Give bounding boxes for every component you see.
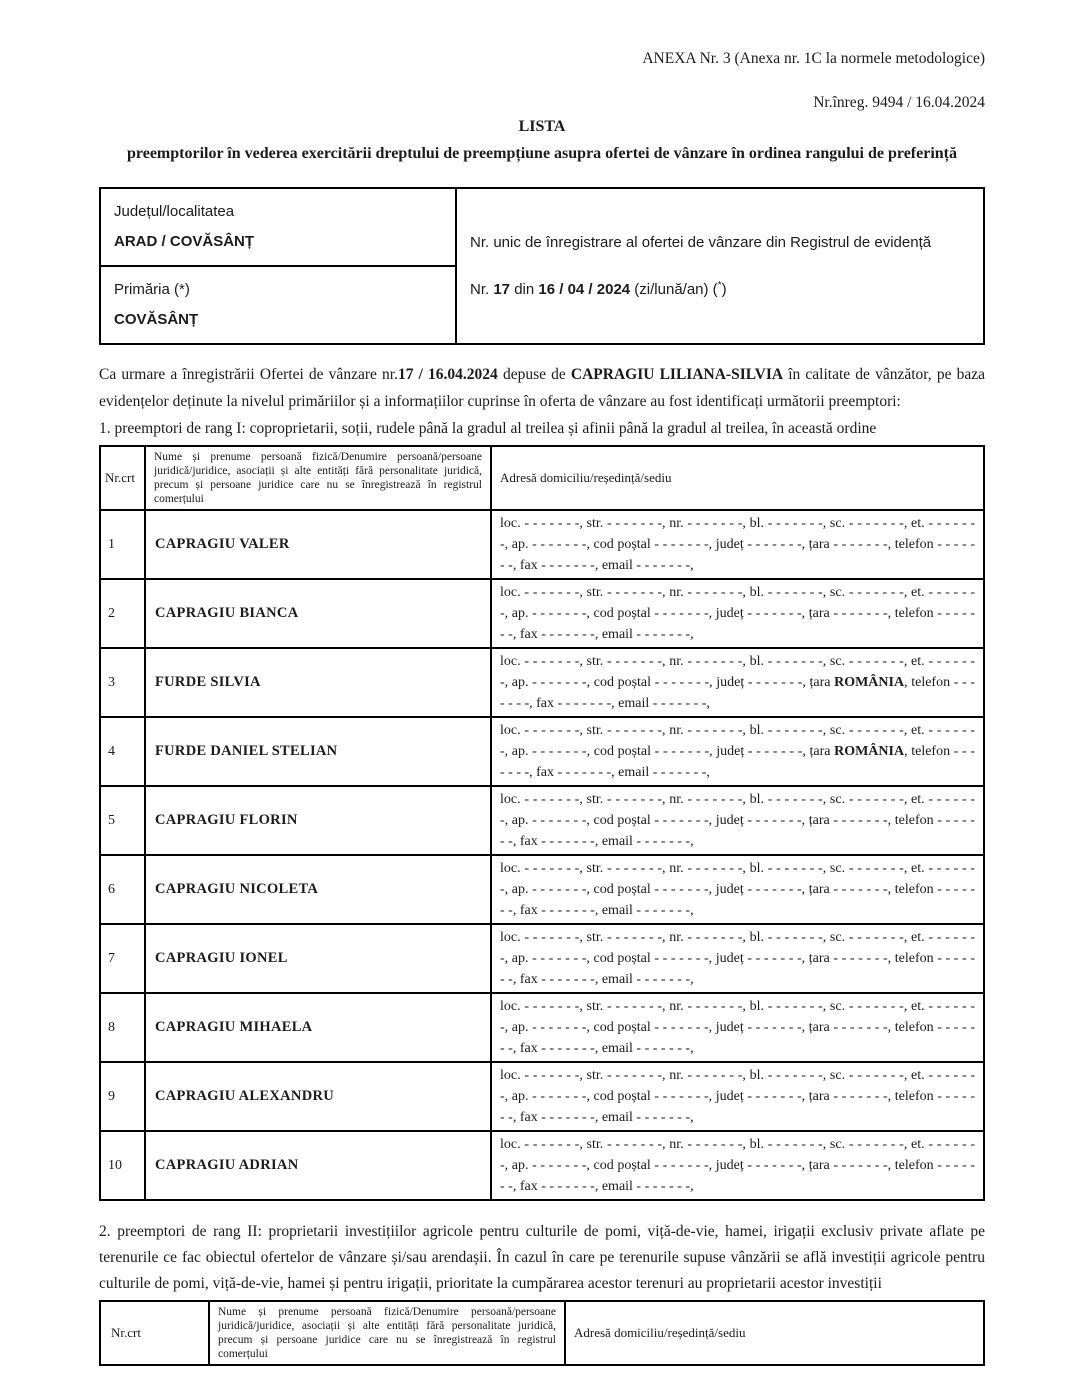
- preemptor-name: CAPRAGIU NICOLETA: [145, 855, 491, 924]
- info-table: [99, 187, 985, 345]
- preemptor-name: CAPRAGIU MIHAELA: [145, 993, 491, 1062]
- table-header-row: [100, 1301, 984, 1365]
- preemptor-address: loc. - - - - - - -, str. - - - - - - -, nr. - - - - - - -, bl. - - - - - - -, sc. - - - - - - -, et. - - - - - - -, ap. - - - - - - -, cod poștal - - - - - - -, județ - - - - - - -, țara - - - - - - -, telefon - - - - - - -, fax - - - - - - -, email - - - - - - -,: [491, 993, 984, 1062]
- preemptor-name: CAPRAGIU VALER: [145, 510, 491, 579]
- table-row: [100, 855, 984, 924]
- preemptor-name: CAPRAGIU ALEXANDRU: [145, 1062, 491, 1131]
- preemptor-name: CAPRAGIU IONEL: [145, 924, 491, 993]
- preemptor-address: loc. - - - - - - -, str. - - - - - - -, nr. - - - - - - -, bl. - - - - - - -, sc. - - - - - - -, et. - - - - - - -, ap. - - - - - - -, cod poștal - - - - - - -, județ - - - - - - -, țara - - - - - - -, telefon - - - - - - -, fax - - - - - - -, email - - - - - - -,: [491, 579, 984, 648]
- intro-paragraph: Ca urmare a înregistrării Ofertei de vânzare nr.17 / 16.04.2024 depuse de CAPRAGIU LILIANA-SILVIA în calitate de vânzător, pe baza evidențelor deținute la nivelul primăriilor și a informațiilor cuprinse în oferta de vânzare au fost identificați următorii preemptori:: [99, 366, 985, 410]
- preemptor-name: CAPRAGIU ADRIAN: [145, 1131, 491, 1200]
- preemptors-table-rang1: [99, 445, 985, 1201]
- rang2-paragraph: 2. preemptori de rang II: proprietarii investițiilor agricole pentru culturile de pomi, viță-de-vie, hamei, irigații exclusiv private aflate pe terenurile ce fac obiectul ofertelor de vânzare și/sau arendașii. În cazul în care pe terenurile supuse vânzării se află investiții agricole pentru culturile de pomi, viță-de-vie, hamei și pentru irigații, prioritate la cumpărarea acestor terenuri au proprietarii acestor investiții: [99, 1223, 985, 1292]
- county-label: Județul/localitatea: [114, 203, 235, 220]
- row-number: 10: [100, 1131, 145, 1200]
- title-block: [99, 118, 985, 167]
- row-number: 6: [100, 855, 145, 924]
- offer-registration-text: Nr. unic de înregistrare al ofertei de vânzare din Registrul de evidență: [470, 234, 932, 251]
- row-number: 7: [100, 924, 145, 993]
- table-row: [100, 1131, 984, 1200]
- preemptor-address: loc. - - - - - - -, str. - - - - - - -, nr. - - - - - - -, bl. - - - - - - -, sc. - - - - - - -, et. - - - - - - -, ap. - - - - - - -, cod poștal - - - - - - -, județ - - - - - - -, țara - - - - - - -, telefon - - - - - - -, fax - - - - - - -, email - - - - - - -,: [491, 1131, 984, 1200]
- column-header-address: Adresă domiciliu/reședință/sediu: [565, 1301, 984, 1365]
- table-row: [100, 1062, 984, 1131]
- preemptor-address: loc. - - - - - - -, str. - - - - - - -, nr. - - - - - - -, bl. - - - - - - -, sc. - - - - - - -, et. - - - - - - -, ap. - - - - - - -, cod poștal - - - - - - -, județ - - - - - - -, țara ROMÂNIA, telefon - - - - - - -, fax - - - - - - -, email - - - - - - -,: [491, 648, 984, 717]
- table-row: [100, 717, 984, 786]
- preemptor-name: CAPRAGIU BIANCA: [145, 579, 491, 648]
- document-header: [99, 0, 985, 112]
- table-row: [100, 786, 984, 855]
- column-header-address: Adresă domiciliu/reședință/sediu: [491, 446, 984, 510]
- table-row: [100, 993, 984, 1062]
- row-number: 1: [100, 510, 145, 579]
- preemptor-name: CAPRAGIU FLORIN: [145, 786, 491, 855]
- table-row: [100, 579, 984, 648]
- preemptor-name: FURDE DANIEL STELIAN: [145, 717, 491, 786]
- primaria-cell: [100, 266, 456, 344]
- offer-registration-cell: [456, 188, 984, 344]
- table-row: [100, 924, 984, 993]
- primaria-value: COVĂSÂNȚ: [114, 311, 199, 328]
- row-number: 8: [100, 993, 145, 1062]
- table-header-row: [100, 446, 984, 510]
- row-number: 3: [100, 648, 145, 717]
- column-header-nr: Nr.crt: [100, 1301, 209, 1365]
- primaria-label: Primăria (*): [114, 281, 190, 298]
- preemptor-name: FURDE SILVIA: [145, 648, 491, 717]
- table-row: [100, 648, 984, 717]
- preemptor-address: loc. - - - - - - -, str. - - - - - - -, nr. - - - - - - -, bl. - - - - - - -, sc. - - - - - - -, et. - - - - - - -, ap. - - - - - - -, cod poștal - - - - - - -, județ - - - - - - -, țara ROMÂNIA, telefon - - - - - - -, fax - - - - - - -, email - - - - - - -,: [491, 717, 984, 786]
- row-number: 2: [100, 579, 145, 648]
- list-subtitle: preemptorilor în vederea exercitării dreptului de preempțiune asupra ofertei de vânzare în ordinea rangului de preferință: [127, 145, 957, 162]
- list-title: LISTA: [518, 118, 566, 135]
- rang1-heading: 1. preemptori de rang I: coproprietarii, soții, rudele până la gradul al treilea și afinii până la gradul al treilea, în această ordine: [99, 420, 877, 437]
- table-row: [100, 510, 984, 579]
- preemptors-table-rang2: [99, 1300, 985, 1366]
- county-cell: [100, 188, 456, 266]
- preemptor-address: loc. - - - - - - -, str. - - - - - - -, nr. - - - - - - -, bl. - - - - - - -, sc. - - - - - - -, et. - - - - - - -, ap. - - - - - - -, cod poștal - - - - - - -, județ - - - - - - -, țara - - - - - - -, telefon - - - - - - -, fax - - - - - - -, email - - - - - - -,: [491, 924, 984, 993]
- offer-registration-number: Nr. 17 din 16 / 04 / 2024 (zi/lună/an) (*): [470, 280, 727, 298]
- preemptor-address: loc. - - - - - - -, str. - - - - - - -, nr. - - - - - - -, bl. - - - - - - -, sc. - - - - - - -, et. - - - - - - -, ap. - - - - - - -, cod poștal - - - - - - -, județ - - - - - - -, țara - - - - - - -, telefon - - - - - - -, fax - - - - - - -, email - - - - - - -,: [491, 510, 984, 579]
- column-header-name: Nume și prenume persoană fizică/Denumire persoană/persoane juridică/juridice, asociații și alte entități fără personalitate juridică, precum și persoane juridice care nu se înregistrează în registrul comerțului: [209, 1301, 565, 1365]
- row-number: 9: [100, 1062, 145, 1131]
- row-number: 4: [100, 717, 145, 786]
- column-header-name: Nume și prenume persoană fizică/Denumire persoană/persoane juridică/juridice, asociații și alte entități fără personalitate juridică, precum și persoane juridice care nu se înregistrează în registrul comerțului: [145, 446, 491, 510]
- county-value: ARAD / COVĂSÂNȚ: [114, 233, 255, 250]
- row-number: 5: [100, 786, 145, 855]
- registration-number-line: Nr.înreg. 9494 / 16.04.2024: [813, 94, 985, 111]
- preemptor-address: loc. - - - - - - -, str. - - - - - - -, nr. - - - - - - -, bl. - - - - - - -, sc. - - - - - - -, et. - - - - - - -, ap. - - - - - - -, cod poștal - - - - - - -, județ - - - - - - -, țara - - - - - - -, telefon - - - - - - -, fax - - - - - - -, email - - - - - - -,: [491, 786, 984, 855]
- preemptor-address: loc. - - - - - - -, str. - - - - - - -, nr. - - - - - - -, bl. - - - - - - -, sc. - - - - - - -, et. - - - - - - -, ap. - - - - - - -, cod poștal - - - - - - -, județ - - - - - - -, țara - - - - - - -, telefon - - - - - - -, fax - - - - - - -, email - - - - - - -,: [491, 855, 984, 924]
- preemptor-address: loc. - - - - - - -, str. - - - - - - -, nr. - - - - - - -, bl. - - - - - - -, sc. - - - - - - -, et. - - - - - - -, ap. - - - - - - -, cod poștal - - - - - - -, județ - - - - - - -, țara - - - - - - -, telefon - - - - - - -, fax - - - - - - -, email - - - - - - -,: [491, 1062, 984, 1131]
- column-header-nr: Nr.crt: [100, 446, 145, 510]
- anexa-line: ANEXA Nr. 3 (Anexa nr. 1C la normele metodologice): [642, 50, 985, 67]
